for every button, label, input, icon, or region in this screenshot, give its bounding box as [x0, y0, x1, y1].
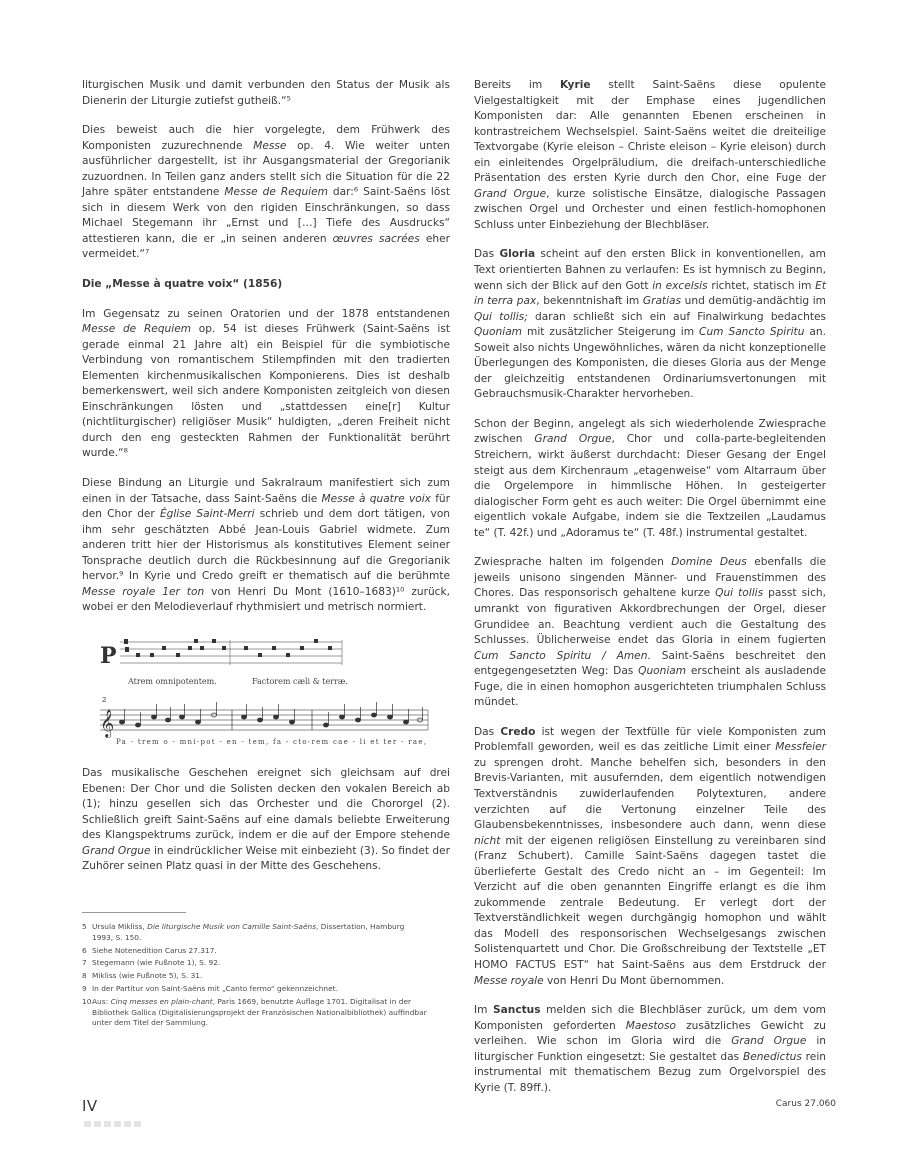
italic-run: Messe de Requiem [82, 323, 192, 336]
text-run: Im [474, 1004, 493, 1017]
measure-number: 2 [102, 695, 107, 704]
text-run: stellt Saint-Saëns diese opulente Vielgestaltigkeit mit der Emphase eines jugendlichen Komponisten dar: Alle genannten Ebenen erscheinen in kontrastreichem Wechselspiel. Saint-Saëns weitet die dreiteilige Textvorgabe (Kyrie eleison – Christe eleison – Kyrie eleison) durch ein einleitendes Orgelpräludium, die dreifach-unterschiedliche Präsentation des ersten Kyrie durch den Chor, eine Fuge der [474, 79, 826, 185]
text-run: Dies beweist auch die hier vorgelegte, dem Frühwerk des Komponisten zuzurechnende [82, 124, 450, 152]
italic-run: Messe à quatre voix [321, 492, 431, 505]
footnote-text [92, 997, 427, 1029]
italic-run: Grand Orgue [474, 187, 547, 200]
keyword-kyrie: Kyrie [560, 79, 591, 91]
text-run: melden sich die Blechbläser zurück, um dem vom Komponisten geforderten [474, 1004, 826, 1032]
italic-run: nicht [474, 834, 501, 847]
modern-notes [119, 702, 422, 730]
italic-run: Die liturgische Musik von Camille Saint-Saëns [147, 922, 317, 931]
italic-run: Domine Deus [671, 556, 747, 569]
paragraph-right-6 [474, 1003, 826, 1096]
catalog-number: Carus 27.060 [775, 1099, 836, 1109]
italic-run: Grand Orgue [731, 1035, 807, 1048]
chant-text-1: Atrem omnipotentem. [128, 676, 217, 686]
text-run: , bekenntnishaft im [536, 295, 643, 308]
text-run: ist wegen der Textfülle für viele Komponisten zum Problemfall geworden, weil es das zeitliche Limit einer [474, 725, 826, 754]
text-run: dar:⁶ Saint-Saëns löst sich in diesem Werk von den rigiden Einschränkungen, so dass Michael Stegemann ihr „Ernst und […] Tiefe des Ausdrucks“ attestieren kann, die er „in seinen anderen [82, 186, 450, 245]
text-run: mit zusätzlicher Steigerung im [522, 326, 700, 339]
section-heading: Die „Messe à quatre voix“ (1856) [82, 278, 283, 291]
footnote-10 [82, 997, 427, 1029]
text-run: Ursula Mikliss, [92, 922, 148, 931]
italic-run: Maestoso [625, 1019, 677, 1032]
text-run: Schon der Beginn, angelegt als sich wiederholende Zwiesprache zwischen [474, 417, 826, 446]
footnote-text: Mikliss (wie Fußnote 5), S. 31. [92, 971, 203, 981]
italic-run: Messe royale 1er ton [82, 585, 205, 598]
text-run: Bereits im [474, 79, 561, 91]
page-number: IV [82, 1097, 98, 1115]
right-column [474, 78, 826, 1096]
text-run: Diese Bindung an Liturgie und Sakralraum manifestiert sich zum einen in der Tatsache, dass Saint-Saëns die [82, 477, 450, 505]
text-run: eher vermeidet.“⁷ [82, 232, 450, 261]
footnote-7 [82, 958, 427, 969]
text-run: scheint auf den ersten Blick in konventionellen, am Text orientierten Bahnen zu verlaufen: Es ist hymnisch zu Beginn, wenn sich der Blick auf den Gott [474, 248, 826, 292]
text-run: Zwiesprache halten im folgenden [474, 556, 672, 569]
italic-run: in excelsis [652, 279, 708, 292]
text-run: mit der eigenen religiösen Einstellung zu vereinbaren sind (Franz Schubert). Camille Saint-Saëns dagegen tastet die überlieferte Gestalt des Credo nicht an – im Gegenteil: Im Verzicht auf die oben genannten Eingriffe erlangt es die ihm zukommende zentrale Bedeutung. Er verlegt dort der Textverständlichkeit wegen durchgängig homophon und wählt das Modell des responsorischen Wechselgesangs zwischen Solistenquartett und Chor. Die Großschreibung der Textstelle „ET HOMO FACTUS EST“ hat Saint-Saëns aus dem Erstdruck der [474, 834, 826, 971]
footnote-5 [82, 922, 427, 944]
italic-run: Gratias [642, 295, 682, 308]
text-run: schrieb und dem dort tätigen, von ihm sehr geschätzten Abbé Jean-Louis Gabriel widmete. Zum anderen tritt hier der Historismus als konstitutives Element seiner Tonsprache deutlich durch die Rückbesinnung auf die Gregorianik hervor.⁹ In Kyrie und Credo greift er thematisch auf die berühmte [82, 508, 451, 583]
italic-run: œuvres sacrées [332, 232, 420, 245]
text-run: und demütig-andächtig im [681, 295, 826, 308]
keyword-gloria: Gloria [499, 248, 536, 261]
chant-notation [82, 630, 450, 754]
music-example [82, 630, 450, 754]
italic-run: Messe [253, 139, 287, 152]
text-run: von Henri Du Mont (1610–1683)¹⁰ zurück, wobei er den Melodieverlauf rhythmisiert und metrisch normiert. [82, 585, 450, 614]
footnote-text: In der Partitur von Saint-Saëns mit „Canto fermo“ gekennzeichnet. [92, 983, 338, 993]
text-run: , Dissertation, Hamburg 1993, S. 150. [92, 922, 405, 942]
footnote-6 [82, 946, 427, 957]
italic-run: Cum Sancto Spiritu / Amen [474, 649, 648, 662]
text-run: Aus: [92, 996, 111, 1006]
paragraph-left-0: liturgischen Musik und damit verbunden den Status der Musik als Dienerin der Liturgie zutiefst gutheiß.“⁵ [82, 79, 450, 107]
footnote-number: 9 [82, 983, 87, 993]
text-run: an. Soweit also nichts Ungewöhnliches, wären da nicht konzeptionelle Überlegungen des Komponisten, die dieses Gloria aus der Menge der gleichzeitig entstandenen Ordinariumsvertonungen mit Gebrauchsmusik-Charakter hervorheben. [474, 326, 826, 401]
italic-run: Et in terra pax [474, 279, 826, 308]
text-run: zu sprengen droht. Manche behelfen sich, besonders in den Brevis-Varianten, mit ausufernden, dem eigentlich notwendigen Textverständnis zuwiderlaufenden Polytexturen, andere verzichten auf die Vertonung einzelner Teile des Glaubensbekenntnisses, insbesondere auch dann, wenn diese [474, 756, 826, 832]
footnote-divider [82, 912, 186, 913]
text-run: in eindrücklicher Weise mit einbezieht (3). So findet der Zuhörer seinen Platz quasi in der Mitte des Geschehens. [82, 844, 450, 873]
footnote-number: 7 [82, 958, 87, 968]
footnote-text: Stegemann (wie Fußnote 1), S. 92. [92, 958, 221, 968]
left-column [82, 78, 450, 875]
text-run: , kurze solistische Einsätze, dialogische Passagen zwischen Orgel und Orchester und einen festlich-homophonen Schluss unter Einbeziehung der Blechbläser. [474, 187, 826, 231]
paragraph-right-5 [474, 725, 826, 989]
paragraph-left-4 [82, 766, 450, 875]
text-run: in liturgischer Funktion eingesetzt: Sie gestaltet das [474, 1035, 827, 1063]
text-run: Das [474, 248, 500, 261]
italic-run: Quoniam [474, 326, 523, 339]
text-run: op. 54 ist dieses Frühwerk (Saint-Saëns ist gerade einmal 21 Jahre alt) ein Beispiel für die symbiotische Verbindung von romantischem Stilempfinden mit den tradierten Elementen kirchenmusikalischen Komponierens. Dies ist deshalb bemerkenswert, weil sich andere Komponisten zeitgleich von diesen Einschränkungen lösten und „stattdessen eine[r] Kultur (nichtliturgischer) religiöser Musik“ huldigten, „deren Freiheit nicht durch den eng gesteckten Rahmen der Funktionalität berührt wurde.“⁸ [82, 323, 450, 460]
chant-text-2: Factorem cæli & terræ. [252, 676, 348, 686]
footnote-text: Siehe Notenedition Carus 27.317. [92, 945, 217, 955]
text-run: für den Chor der [82, 492, 450, 521]
footnote-number: 8 [82, 971, 87, 981]
text-run: rein instrumental mit thematischem Bezug zum Orgelvorspiel des Kyrie (T. 89ff.). [474, 1050, 826, 1094]
paragraph-right-2 [474, 247, 826, 402]
footnote-number: 10 [82, 996, 92, 1006]
keyword-sanctus: Sanctus [493, 1004, 541, 1017]
text-run: von Henri Du Mont übernommen. [543, 974, 725, 987]
modern-staff-lines [100, 710, 428, 730]
text-run: . Saint-Saëns beschreitet den entgegengesetzten Weg: Das [474, 649, 826, 678]
paragraph-right-1 [474, 78, 826, 233]
text-run: passt sich, umrankt von figurativen Akkordbrechungen der Orgel, dieser Grundidee an. Beachtung verdient auch die Gestaltung des Schlusses. Üblicherweise endet das Gloria in einem fugierten [474, 587, 826, 647]
italic-run: Quoniam [638, 665, 687, 678]
italic-run: Messe de Requiem [224, 186, 328, 199]
italic-run: Cinq messes en plain-chant [110, 996, 213, 1006]
paragraph-left-2 [82, 307, 450, 462]
italic-run: Qui tollis; [474, 310, 528, 323]
footnote-text [92, 922, 427, 944]
text-run: richtet, statisch im [707, 279, 816, 292]
text-run: , Chor und colla-parte-begleitenden Streichern, wirkt äußerst durchdacht: Dieser Gesang der Engel steigt aus dem Kirchenraum „etagenweise“ vom Altarraum über die Orgelempore in himmlische Höhen. In gesteigerter dialogischer Form geht es auch weiter: Die Orgel übernimmt eine eigentlich vokale Aufgabe, indem sie die Textzeilen „Laudamus te“ (T. 42f.) und „Adoramus te“ (T. 48f.) instrumental gestaltet. [474, 433, 827, 539]
text-run: daran schließt sich ein auf Finalwirkung bedachtes [527, 310, 827, 323]
paragraph-left-3 [82, 476, 450, 616]
italic-run: Qui tollis [715, 587, 764, 600]
italic-run: Messe royale [474, 974, 544, 987]
italic-run: Messfeier [775, 741, 826, 754]
paragraph-right-3 [474, 417, 826, 541]
text-run: , Paris 1669, benutzte Auflage 1701. Digitalisat in der Bibliothek Gallica (Digitalisierungsprojekt der Französischen Nationalbibliothek) auffindbar unter dem Titel der Sammlung. [92, 996, 427, 1028]
paragraph-right-4 [474, 555, 826, 710]
footnote-number: 6 [82, 945, 87, 955]
footnote-number: 5 [82, 922, 87, 931]
italic-run: Benedictus [742, 1050, 802, 1063]
footnote-9 [82, 984, 427, 995]
chant-lyrics: Pa - trem o - mni-pot - en - tem, fa - cto-rem cae - li et ter - rae, [116, 737, 427, 746]
paragraph-left-1 [82, 123, 450, 263]
initial-letter: P [100, 642, 117, 669]
footnote-8 [82, 971, 427, 982]
italic-run: Grand Orgue [82, 844, 151, 857]
text-run: ebenfalls die jeweils unisono singenden Männer- und Frauenstimmen des Chores. Das responsorisch gehaltene kurze [474, 556, 826, 600]
italic-run: Grand Orgue [534, 433, 612, 446]
treble-clef-icon: 𝄞 [100, 708, 115, 737]
keyword-credo: Credo [500, 725, 536, 738]
text-run: erscheint als ausladende Fuge, die in einen homophon ausgerichteten triumphalen Schluss mündet. [474, 665, 826, 709]
text-run: Das musikalische Geschehen ereignet sich gleichsam auf drei Ebenen: Der Chor und die Solisten decken den vokalen Bereich ab (1); hinzu gesellen sich das Orchester und die Chororgel (2). Schließlich greift Saint-Saëns auf eine damals beliebte Erweiterung des Klangspektrums zurück, indem er die auf der Empore stehende [82, 766, 450, 842]
italic-run: Église Saint-Merri [159, 508, 255, 521]
text-run: op. 4. Wie weiter unten ausführlicher dargestellt, ist ihr Ausgangsmaterial der Gregorianik zuzuordnen. In Teilen ganz anders stellt sich die Situation für die 22 Jahre später entstandene [82, 139, 451, 199]
text-run: Das [474, 725, 501, 738]
chant-staff-lines [120, 640, 342, 665]
page-number-reflection [84, 1121, 144, 1127]
footnotes [82, 922, 427, 1031]
text-run: zusätzliches Gewicht zu verleihen. Wie schon im Gloria wird die [474, 1019, 826, 1048]
italic-run: Cum Sancto Spiritu [699, 326, 805, 339]
text-run: Im Gegensatz zu seinen Oratorien und der 1878 entstandenen [82, 307, 450, 320]
